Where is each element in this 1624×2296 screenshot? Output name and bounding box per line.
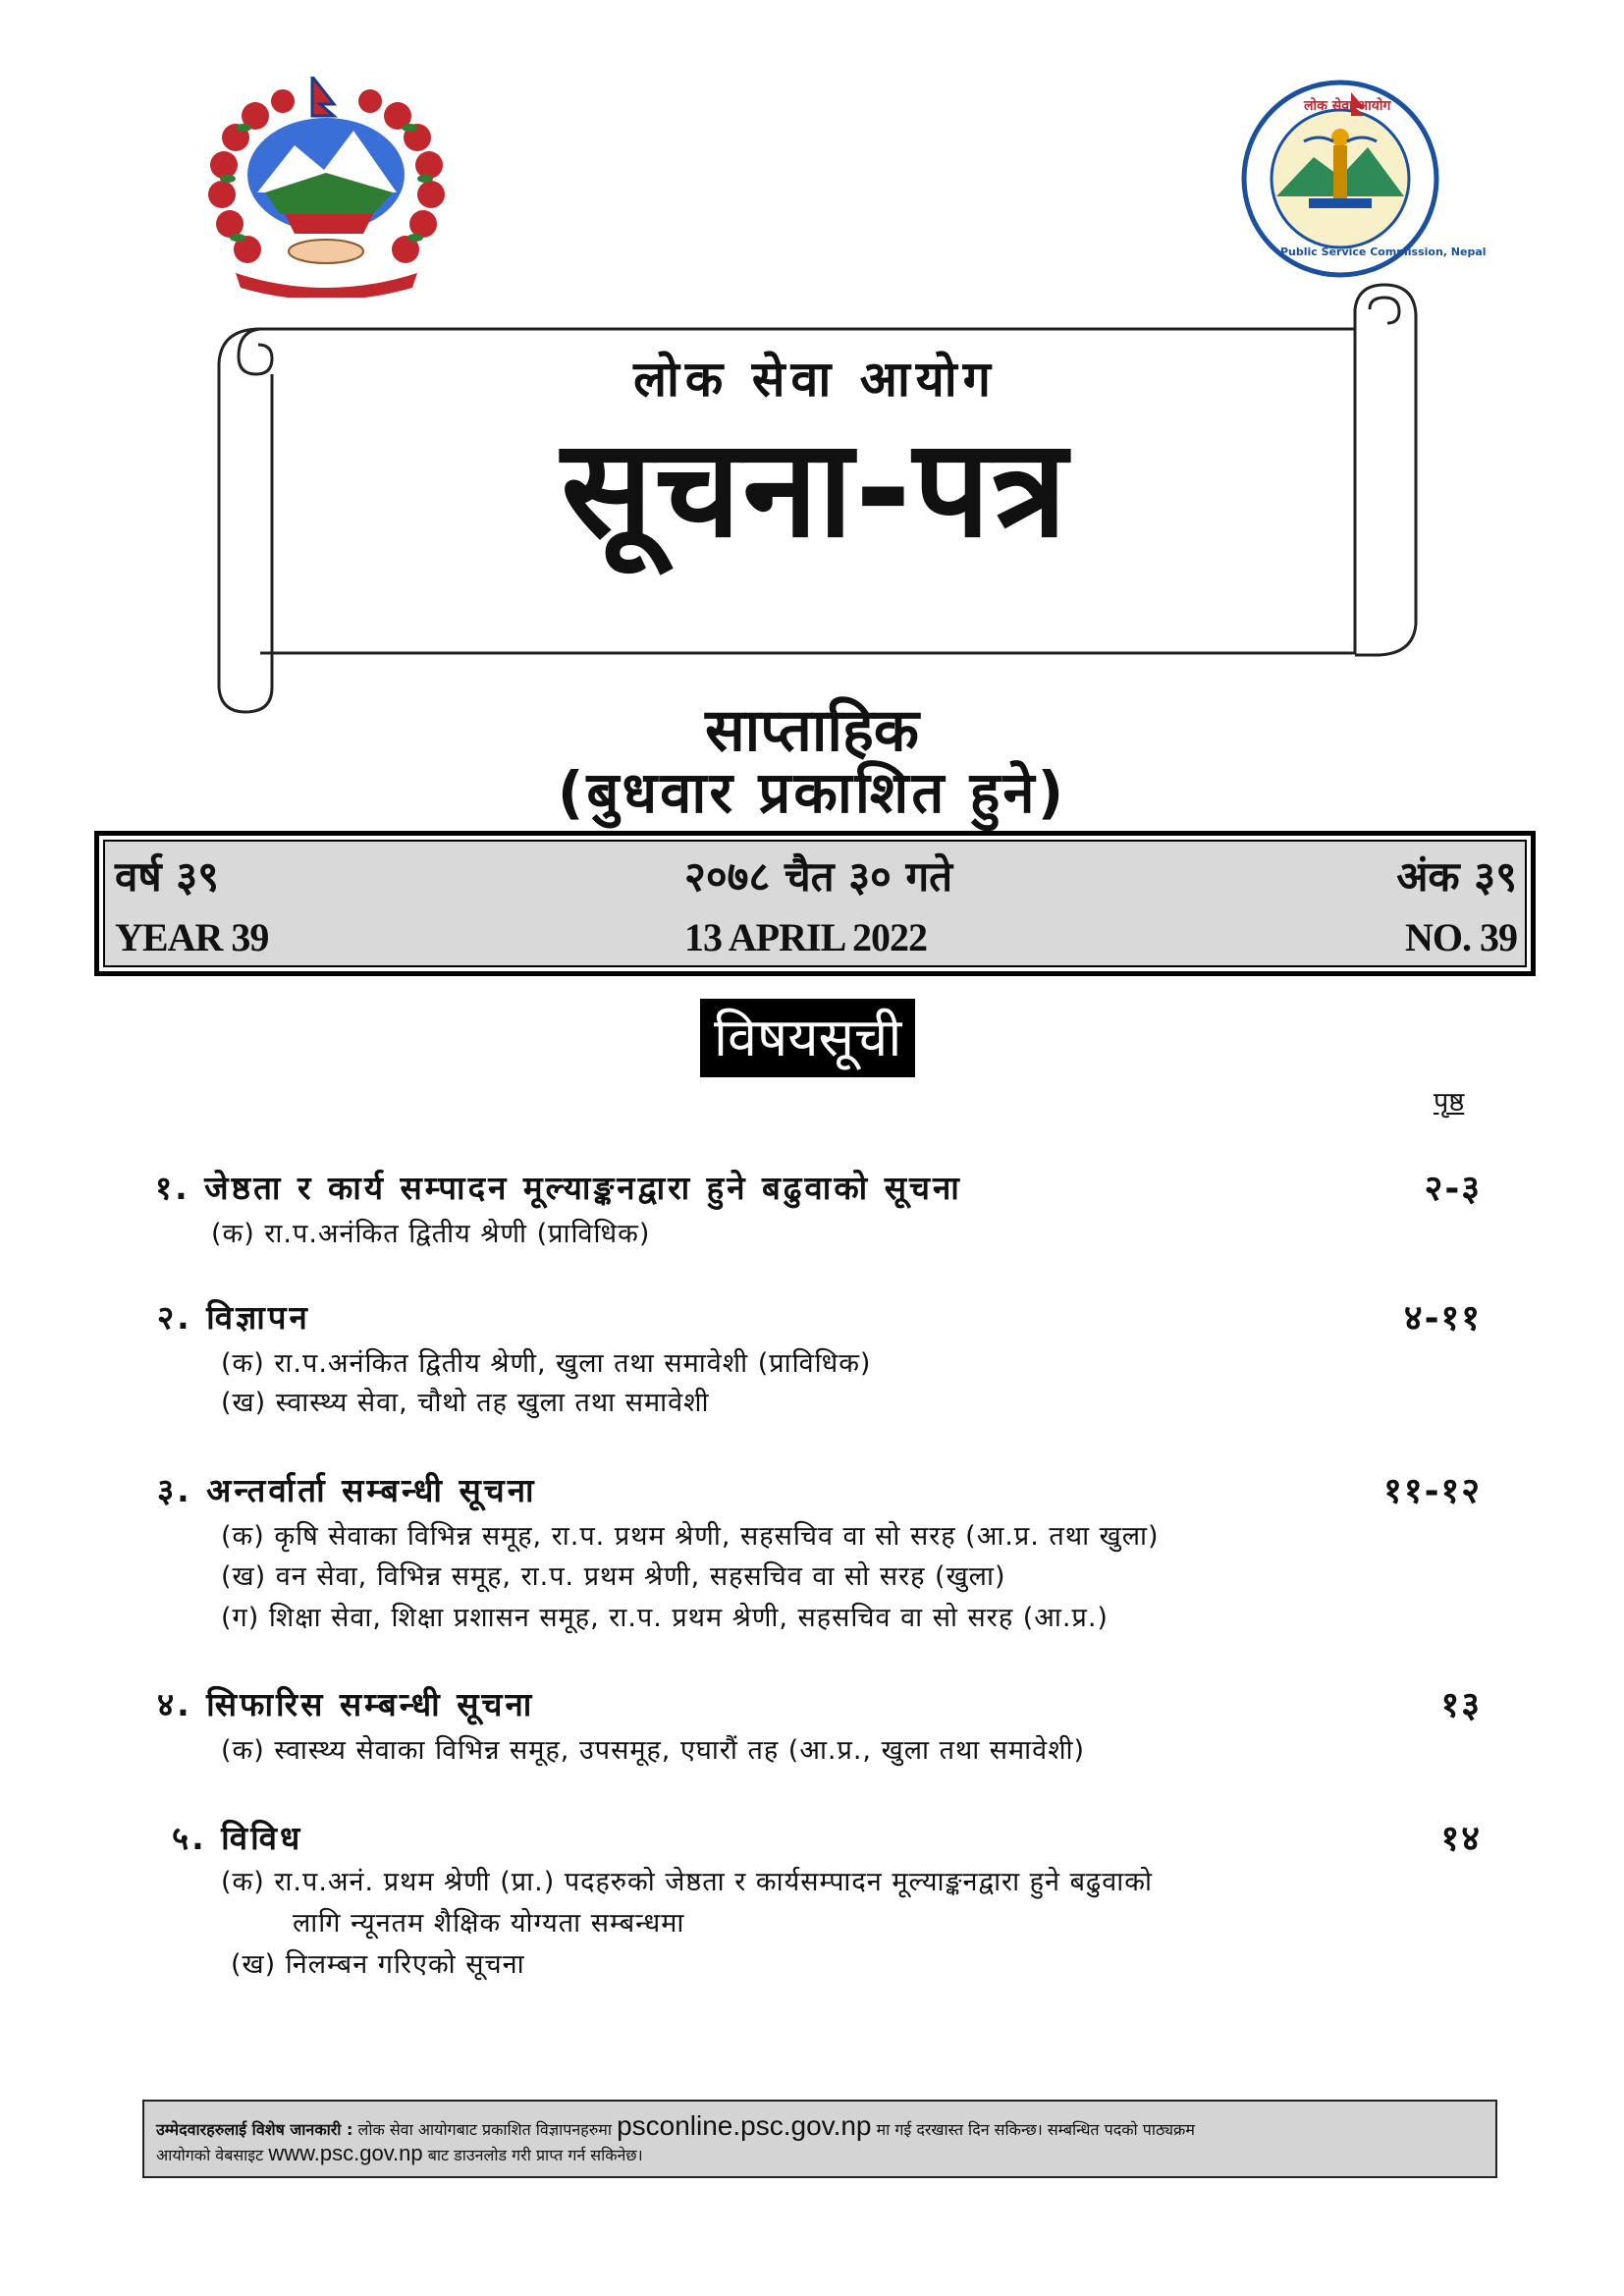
notice-text: आयोगको वेबसाइट <box>156 2146 264 2164</box>
toc-section-2-pages: ४-११ <box>1403 1298 1482 1339</box>
toc-section-5-pages: १४ <box>1440 1819 1482 1859</box>
frequency-label: साप्ताहिक <box>705 696 919 765</box>
toc-section-4-item: (क) स्वास्थ्य सेवाका विभिन्न समूह, उपसमूह, एघारौं तह (आ.प्र., खुला तथा समावेशी) <box>221 1735 1086 1766</box>
toc-section-3-item: (ग) शिक्षा सेवा, शिक्षा प्रशासन समूह, रा.प. प्रथम श्रेणी, सहसचिव वा सो सरह (आ.प्र.) <box>221 1603 1109 1633</box>
toc-section-3-pages: ११-१२ <box>1383 1471 1482 1511</box>
toc-section-5-item: लागि न्यूनतम शैक्षिक योग्यता सम्बन्धमा <box>293 1908 685 1939</box>
page-column-label: पृष्ठ <box>1434 1087 1465 1118</box>
public-service-commission-logo-icon <box>1235 79 1487 280</box>
toc-section-1-title: १. जेष्ठता र कार्य सम्पादन मूल्याङ्कनद्वारा हुने बढुवाको सूचना <box>155 1169 962 1207</box>
toc-heading: विषयसूची <box>700 999 915 1077</box>
toc-section-3-item: (क) कृषि सेवाका विभिन्न समूह, रा.प. प्रथम श्रेणी, सहसचिव वा सो सरह (आ.प्र. तथा खुला) <box>221 1521 1160 1552</box>
date-np: २०७८ चैत ३० गते <box>684 852 953 901</box>
online-application-link[interactable]: psconline.psc.gov.np <box>617 2110 872 2141</box>
toc-section-2-item: (ख) स्वास्थ्य सेवा, चौथो तह खुला तथा समावेशी <box>221 1388 710 1418</box>
organization-name: लोक सेवा आयोग <box>633 351 997 408</box>
toc-section-5-item: (ख) निलम्बन गरिएको सूचना <box>231 1949 525 1980</box>
toc-section-1-pages: २-३ <box>1424 1169 1482 1209</box>
year-en: YEAR 39 <box>115 915 269 959</box>
logo-text-top: लोक सेवा आयोग <box>1304 98 1391 114</box>
toc-section-5-item: (क) रा.प.अनं. प्रथम श्रेणी (प्रा.) पदहरुको जेष्ठता र कार्यसम्पादन मूल्याङ्कनद्वारा हुने बढुवाको <box>221 1867 1153 1897</box>
bulletin-title: सूचना-पत्र <box>561 410 1069 568</box>
year-np: वर्ष ३९ <box>115 852 219 901</box>
notice-text: लोक सेवा आयोगबाट प्रकाशित विज्ञापनहरुमा <box>357 2120 612 2139</box>
toc-section-4-title: ४. सिफारिस सम्बन्धी सूचना <box>157 1685 535 1723</box>
notice-text: बाट डाउनलोड गरी प्राप्त गर्न सकिनेछ। <box>427 2146 643 2164</box>
toc-section-5-title: ५. विविध <box>172 1819 303 1857</box>
psc-website-link[interactable]: www.psc.gov.np <box>268 2141 423 2165</box>
toc-section-3-title: ३. अन्तर्वार्ता सम्बन्धी सूचना <box>157 1471 537 1509</box>
nepal-government-emblem-icon <box>196 77 457 298</box>
notice-text: मा गई दरखास्त दिन सकिन्छ। सम्बन्धित पदको पाठ्यक्रम <box>876 2120 1195 2139</box>
toc-section-2-title: २. विज्ञापन <box>157 1298 310 1337</box>
logo-text-bottom: Public Service Commission, Nepal <box>1280 246 1487 258</box>
date-en: 13 APRIL 2022 <box>684 915 928 959</box>
number-np: अंक ३९ <box>1396 852 1517 901</box>
notice-label: उम्मेदवारहरुलाई विशेष जानकारी : <box>156 2120 353 2139</box>
issue-info-box <box>94 831 1536 976</box>
number-en: NO. 39 <box>1405 915 1517 959</box>
candidate-notice <box>142 2100 1497 2178</box>
toc-section-3-item: (ख) वन सेवा, विभिन्न समूह, रा.प. प्रथम श्रेणी, सहसचिव वा सो सरह (खुला) <box>221 1561 1006 1592</box>
toc-section-1-item: (क) रा.प.अनंकित द्वितीय श्रेणी (प्राविधिक) <box>211 1219 651 1249</box>
toc-section-2-item: (क) रा.प.अनंकित द्वितीय श्रेणी, खुला तथा समावेशी (प्राविधिक) <box>221 1348 872 1379</box>
frequency-note: (बुधवार प्रकाशित हुने) <box>557 759 1067 826</box>
toc-section-4-pages: १३ <box>1440 1685 1482 1725</box>
